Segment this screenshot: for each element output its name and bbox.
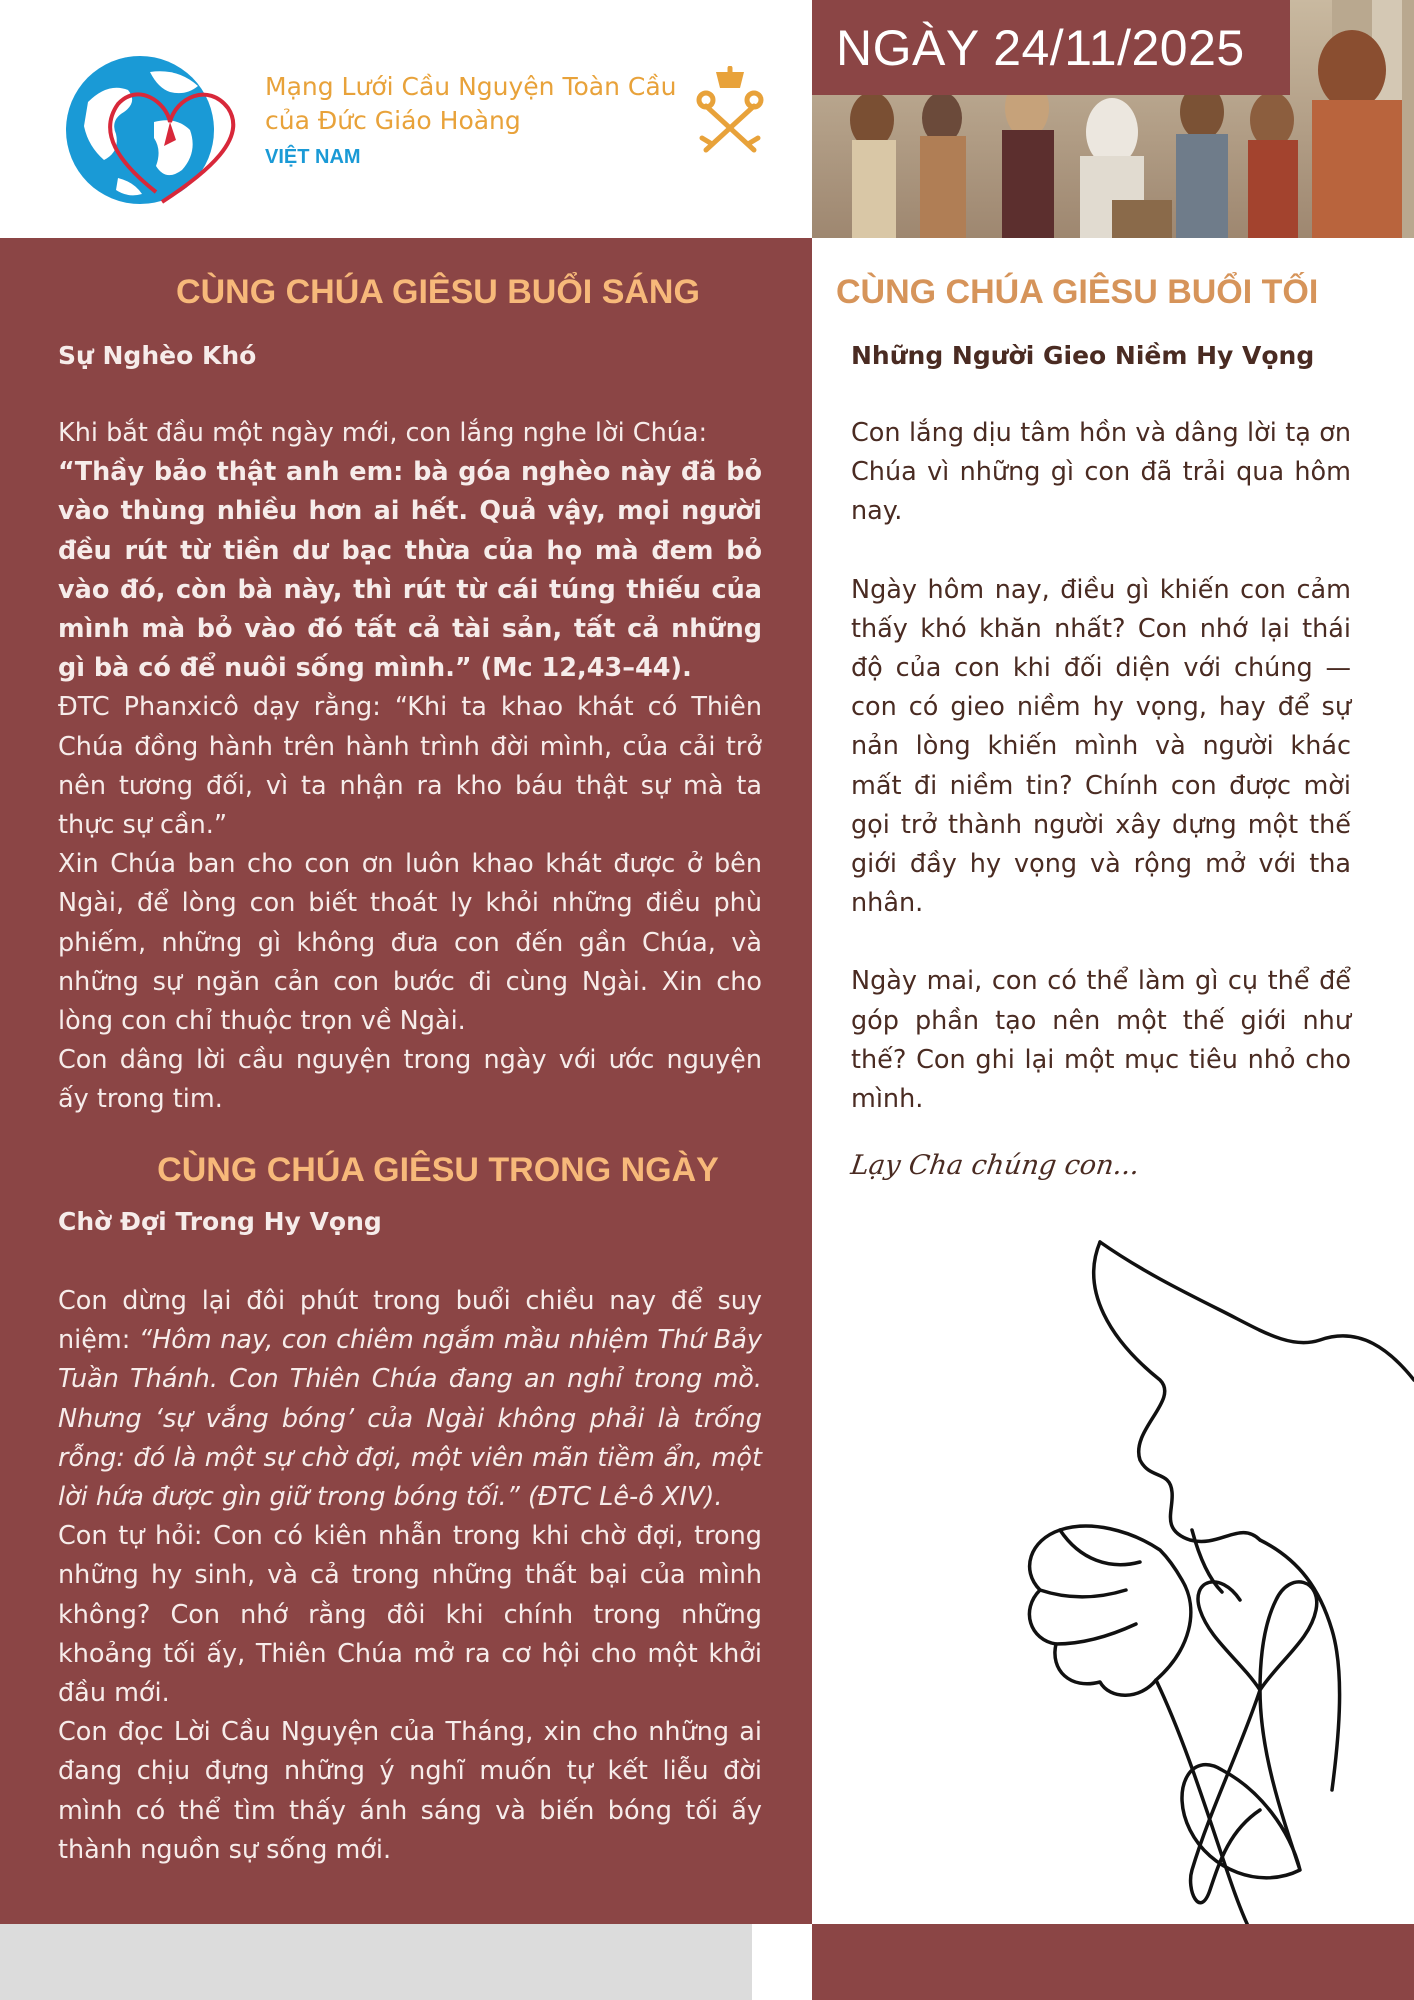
morning-paragraph-4: Con dâng lời cầu nguyện trong ngày với ước nguyện ấy trong tim. [58, 1045, 762, 1115]
day-subtitle: Chờ Đợi Trong Hy Vọng [58, 1207, 382, 1236]
day-quote: “Hôm nay, con chiêm ngắm mầu nhiệm Thứ Bảy Tuần Thánh. Con Thiên Chúa đang an nghỉ trong mồ. Nhưng ‘sự vắng bóng’ của Ngài không phải là trống rỗng: đó là một sự chờ đợi, một viên mãn tiềm ẩn, một lời hứa được gìn giữ trong bóng tối.” (ĐTC Lê-ô XIV). [58, 1325, 762, 1513]
day-intro: Con dừng lại đôi phút trong buổi chiều nay để suy niệm: [58, 1286, 762, 1356]
closing-prayer-line: Lạy Cha chúng con... [848, 1150, 1142, 1181]
globe-heart-icon [58, 42, 248, 212]
praying-hands-line-art-icon [960, 1230, 1414, 1930]
evening-subtitle: Những Người Gieo Niềm Hy Vọng [851, 341, 1315, 370]
evening-paragraph-1: Con lắng dịu tâm hồn và dâng lời tạ ơn Chúa vì những gì con đã trải qua hôm nay. [851, 418, 1351, 527]
footer-gap [752, 1924, 812, 2000]
morning-intro: Khi bắt đầu một ngày mới, con lắng nghe lời Chúa: [58, 418, 708, 448]
footer-gray-band [0, 1924, 752, 2000]
day-body [58, 1282, 762, 1870]
evening-paragraph-2: Ngày hôm nay, điều gì khiến con cảm thấy khó khăn nhất? Con nhớ lại thái độ của con khi đối diện với chúng — con có gieo niềm hy vọng, hay để sự nản lòng khiến mình và người khác mất đi niềm tin? Chính con được mời gọi trở thành người xây dựng một thế giới đầy hy vọng và rộng mở với tha nhân. [851, 574, 1351, 919]
morning-subtitle: Sự Nghèo Khó [58, 341, 257, 370]
day-paragraph-2: Con tự hỏi: Con có kiên nhẫn trong khi chờ đợi, trong những hy sinh, và cả trong những thất bại của mình không? Con nhớ rằng đôi khi chính trong những khoảng tối ấy, Thiên Chúa mở ra cơ hội cho một khởi đầu mới. [58, 1521, 762, 1709]
org-name-line2: của Đức Giáo Hoàng [265, 106, 521, 135]
org-name [265, 70, 677, 138]
evening-body [851, 414, 1351, 1119]
papal-keys-icon [692, 66, 768, 158]
morning-paragraph-2: ĐTC Phanxicô dạy rằng: “Khi ta khao khát có Thiên Chúa đồng hành trên hành trình đời mình, của cải trở nên tương đối, vì ta nhận ra kho báu thật sự mà ta thực sự cần.” [58, 692, 762, 841]
evening-paragraph-3: Ngày mai, con có thể làm gì cụ thể để góp phần tạo nên một thế giới như thế? Con ghi lại một mục tiêu nhỏ cho mình. [851, 966, 1351, 1115]
org-country: VIỆT NAM [265, 146, 361, 168]
morning-section-title: CÙNG CHÚA GIÊSU BUỔI SÁNG [176, 273, 700, 311]
day-section-title: CÙNG CHÚA GIÊSU TRONG NGÀY [157, 1151, 719, 1189]
day-paragraph-3: Con đọc Lời Cầu Nguyện của Tháng, xin cho những ai đang chịu đựng những ý nghĩ muốn tự kết liễu đời mình có thể tìm thấy ánh sáng và biến bóng tối ấy thành nguồn sự sống mới. [58, 1717, 762, 1865]
date-text: NGÀY 24/11/2025 [836, 20, 1245, 76]
morning-body [58, 414, 762, 1120]
footer-red-band [812, 1924, 1414, 2000]
morning-scripture-quote: “Thầy bảo thật anh em: bà góa nghèo này đã bỏ vào thùng nhiều hơn ai hết. Quả vậy, mọi người đều rút từ tiền dư bạc thừa của họ mà đem bỏ vào đó, còn bà này, thì rút từ cái túng thiếu của mình mà bỏ vào đó tất cả tài sản, tất cả những gì bà có để nuôi sống mình.” (Mc 12,43–44). [58, 457, 762, 684]
org-name-line1: Mạng Lưới Cầu Nguyện Toàn Cầu [265, 72, 677, 101]
evening-section-title: CÙNG CHÚA GIÊSU BUỔI TỐI [836, 273, 1319, 311]
morning-paragraph-3: Xin Chúa ban cho con ơn luôn khao khát được ở bên Ngài, để lòng con biết thoát ly khỏi những điều phù phiếm, những gì không đưa con đến gần Chúa, và những sự ngăn cản con bước đi cùng Ngài. Xin cho lòng con chỉ thuộc trọn về Ngài. [58, 849, 762, 1037]
